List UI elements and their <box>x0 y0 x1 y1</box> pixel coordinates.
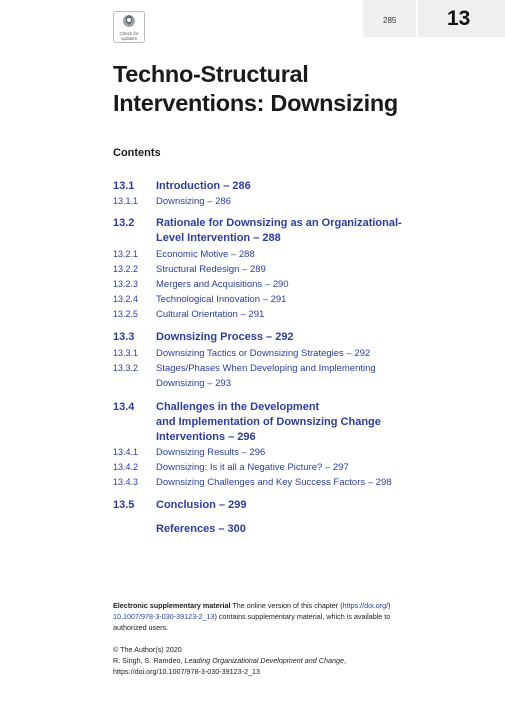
esm-text-cont: ) contains supplementary material, which is available to <box>214 612 391 621</box>
check-for-updates-icon <box>122 14 136 30</box>
toc-entry-title-line: Downsizing Challenges and Key Success Factors – 298 <box>156 477 392 488</box>
toc-entry-number: 13.3 <box>113 331 135 343</box>
esm-link-cont[interactable]: 10.1007/978-3-030-39123-2_13 <box>113 612 215 621</box>
toc-entry-title[interactable] <box>156 277 426 292</box>
toc-entry-title[interactable] <box>156 361 426 391</box>
title-line: Techno-Structural <box>113 61 309 87</box>
toc-entry-number: 13.1 <box>113 180 135 192</box>
toc-entry-title-line: Downsizing Results – 296 <box>156 447 266 458</box>
header-divider <box>416 0 418 37</box>
toc-entry-number: 13.2 <box>113 217 135 229</box>
toc-entry-title[interactable] <box>156 194 426 209</box>
toc-entry-title-line: Interventions – 296 <box>156 431 256 443</box>
toc-entry-title[interactable] <box>156 247 426 262</box>
toc-entry-number: 13.2.1 <box>113 249 139 259</box>
citation-authors: R. Singh, S. Ramdeo, <box>113 656 185 665</box>
toc-entry-title-line: Level Intervention – 288 <box>156 232 281 244</box>
toc-entry-title-line: Downsizing Tactics or Downsizing Strategies – 292 <box>156 348 371 359</box>
toc-entry-title-line: Technological Innovation – 291 <box>156 294 287 305</box>
esm-link[interactable]: https://doi.org/ <box>342 601 389 610</box>
esm-note: Electronic supplementary material The online version of this chapter (https://doi.org/) 10.1007/978-3-030-39123-2_13) contains supplementary material, which is available to authorized users. <box>113 600 419 633</box>
esm-text: The online version of this chapter ( <box>230 601 343 610</box>
badge-text: Check for updates <box>119 31 139 41</box>
toc-entry-title[interactable] <box>156 216 426 246</box>
toc-entry-title-line: Downsizing – 293 <box>156 378 231 389</box>
toc-entry-title[interactable] <box>156 498 426 513</box>
toc-entry-title-line: Conclusion – 299 <box>156 499 247 511</box>
title-line: Interventions: Downsizing <box>113 90 398 116</box>
toc-entry-title-line: Introduction – 286 <box>156 180 251 192</box>
toc-entry-title-line: Downsizing – 286 <box>156 196 231 207</box>
toc-entry-number: 13.2.5 <box>113 309 139 319</box>
doi-link[interactable]: https://doi.org/10.1007/978-3-030-39123-2_13 <box>113 667 261 676</box>
toc-entry-title[interactable] <box>156 445 426 460</box>
page-number: 285 <box>383 16 397 25</box>
check-for-updates-badge[interactable] <box>113 11 145 43</box>
toc-entry-title[interactable] <box>156 179 426 194</box>
chapter-title <box>113 60 473 118</box>
toc-entry-title-line: and Implementation of Downsizing Change <box>156 416 381 428</box>
toc-entry-title-line: Structural Redesign – 289 <box>156 264 266 275</box>
toc-entry-title[interactable] <box>156 330 426 345</box>
toc-entry-number: 13.2.4 <box>113 294 139 304</box>
toc-entry-title[interactable] <box>156 307 426 322</box>
toc-entry-number: 13.3.2 <box>113 363 139 373</box>
citation-title: Leading Organizational Development and Change <box>184 656 344 665</box>
toc-entry-title-line: References – 300 <box>156 523 246 535</box>
copyright: © The Author(s) 2020 <box>113 645 182 654</box>
toc-entry-number: 13.1.1 <box>113 196 139 206</box>
toc-entry-number: 13.2.2 <box>113 264 139 274</box>
esm-text-end: authorized users. <box>113 623 169 632</box>
toc-entry-title-line: Rationale for Downsizing as an Organizational- <box>156 217 402 229</box>
citation: R. Singh, S. Ramdeo, Leading Organizational Development and Change, <box>113 656 346 665</box>
toc-entry-title-line: Mergers and Acquisitions – 290 <box>156 279 289 290</box>
toc-entry-title-line: Cultural Orientation – 291 <box>156 309 265 320</box>
toc-entry-number: 13.5 <box>113 499 135 511</box>
toc-entry-title-line: Challenges in the Development <box>156 401 320 413</box>
toc-entry-title[interactable] <box>156 475 426 490</box>
toc-entry-title[interactable] <box>156 400 426 445</box>
contents-heading: Contents <box>113 147 161 159</box>
toc-entry-number: 13.2.3 <box>113 279 139 289</box>
toc-entry-title[interactable] <box>156 262 426 277</box>
toc-entry-title-line: Stages/Phases When Developing and Implementing <box>156 363 376 374</box>
toc-entry-title-line: Downsizing: Is it all a Negative Picture? – 297 <box>156 462 349 473</box>
toc-entry-title[interactable] <box>156 346 426 361</box>
toc-entry-title[interactable] <box>156 522 426 537</box>
esm-label: Electronic supplementary material <box>113 601 231 610</box>
toc-entry-title-line: Downsizing Process – 292 <box>156 331 294 343</box>
chapter-number: 13 <box>447 7 471 30</box>
toc-entry-number: 13.4 <box>113 401 135 413</box>
toc-entry-title-line: Economic Motive – 288 <box>156 249 255 260</box>
toc-entry-number: 13.4.1 <box>113 447 139 457</box>
toc-entry-title[interactable] <box>156 292 426 307</box>
toc-entry-title[interactable] <box>156 460 426 475</box>
toc-entry-number: 13.4.2 <box>113 462 139 472</box>
toc-entry-number: 13.3.1 <box>113 348 139 358</box>
toc-entry-number: 13.4.3 <box>113 477 139 487</box>
